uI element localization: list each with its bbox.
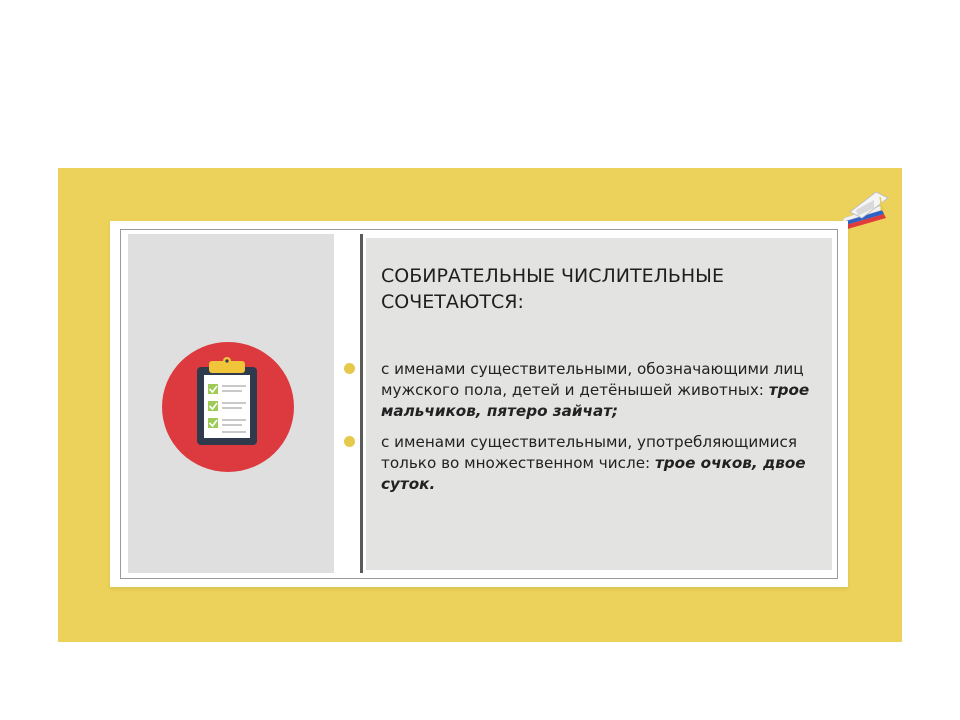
bullet-1-text: с именами существительными, обозначающими лиц мужского пола, детей и детёнышей животных:: [381, 360, 804, 399]
vertical-divider: [360, 234, 363, 573]
slide-heading: [381, 263, 821, 315]
heading-line-2: СОЧЕТАЮТСЯ:: [381, 291, 524, 313]
bullet-item-1: [381, 359, 833, 422]
bullet-dot-icon: [344, 363, 355, 374]
bullet-item-2: [381, 432, 833, 495]
bullet-2-example: трое очков, двое суток.: [381, 454, 806, 493]
bullet-2-text: с именами существительными, употребляющимися только во множественном числе:: [381, 433, 798, 472]
heading-line-1: СОБИРАТЕЛЬНЫЕ ЧИСЛИТЕЛЬНЫЕ: [381, 265, 724, 287]
clipboard-checklist-icon: [194, 357, 260, 447]
bullet-dot-icon: [344, 436, 355, 447]
bullet-1-example: трое мальчиков, пятеро зайчат;: [381, 381, 810, 420]
